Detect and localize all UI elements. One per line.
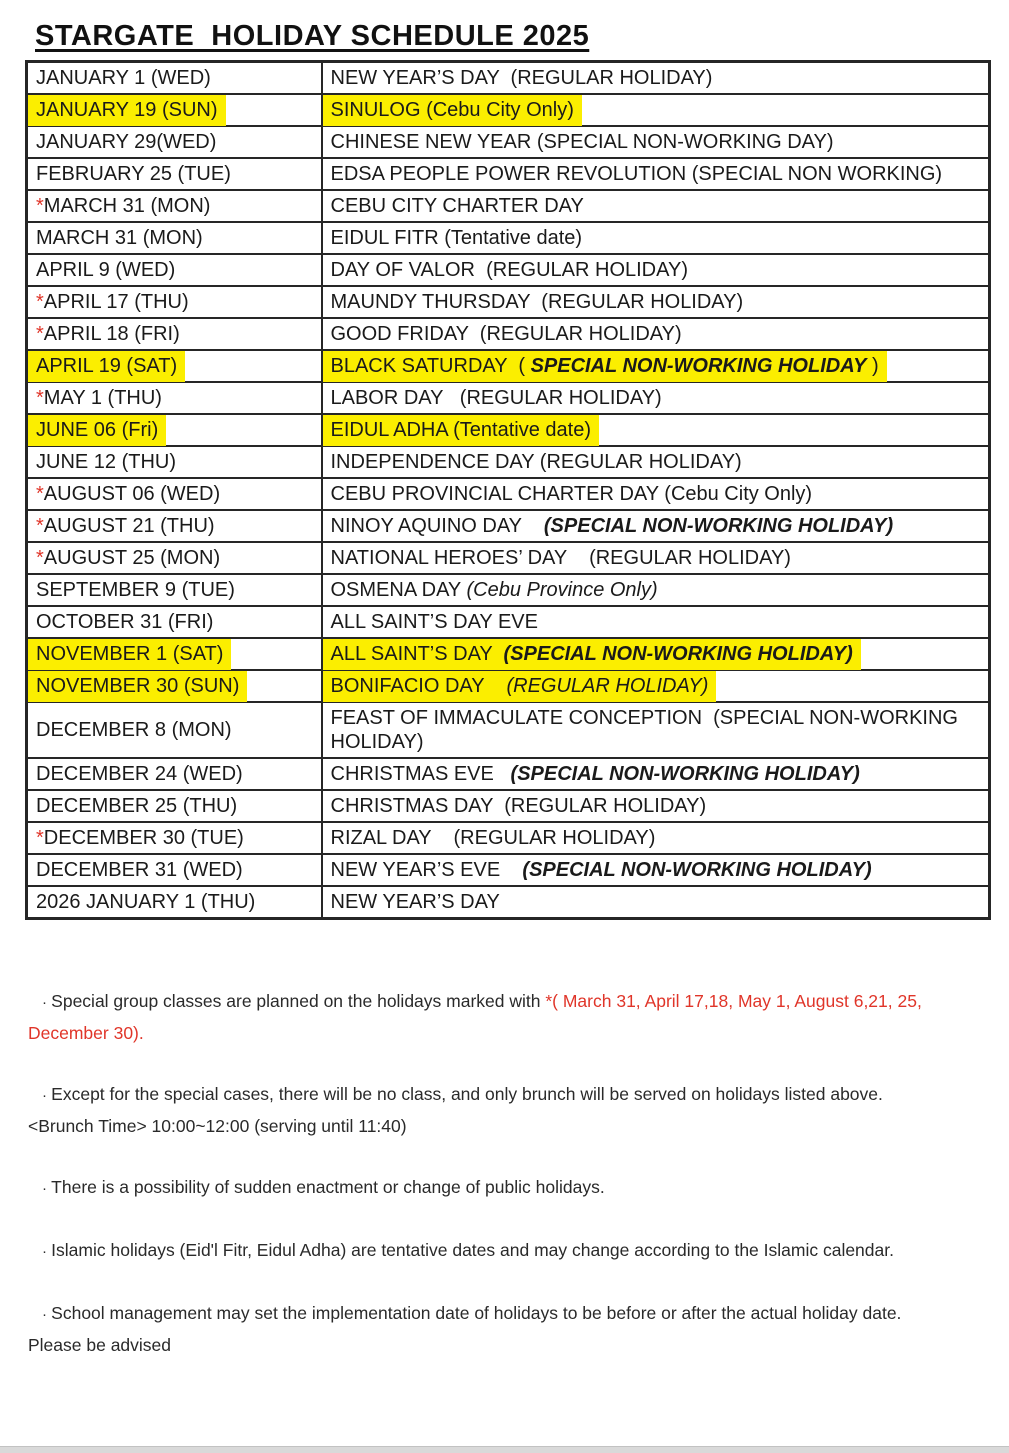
holiday-name-cell (322, 510, 990, 542)
holiday-date-text: NOVEMBER 1 (SAT) (28, 639, 231, 670)
bullet-icon: · (42, 1306, 52, 1323)
holiday-date-text: *APRIL 18 (FRI) (36, 323, 180, 345)
holiday-date-text: FEBRUARY 25 (TUE) (36, 163, 231, 185)
holiday-name-segment: EIDUL ADHA (Tentative date) (330, 419, 591, 441)
holiday-date-cell (27, 318, 322, 350)
holiday-date-cell (27, 790, 322, 822)
note-item (28, 1235, 953, 1267)
holiday-name-segment: CHRISTMAS EVE (330, 763, 511, 785)
holiday-name-text (331, 611, 539, 633)
table-row (27, 822, 990, 854)
holiday-name-cell (322, 350, 990, 382)
holiday-name-cell (322, 606, 990, 638)
holiday-name-segment: ALL SAINT’S DAY (330, 643, 504, 665)
page-title: STARGATE HOLIDAY SCHEDULE 2025 (35, 20, 590, 52)
holiday-name-segment: NEW YEAR’S EVE (330, 859, 523, 881)
table-row (27, 574, 990, 606)
bullet-icon: · (42, 1243, 52, 1260)
holiday-date-text: JANUARY 19 (SUN) (28, 95, 226, 126)
table-row (27, 286, 990, 318)
table-row (27, 542, 990, 574)
holiday-name-text (331, 131, 834, 153)
table-row (27, 638, 990, 670)
holiday-name-text (331, 891, 500, 913)
holiday-name-segment: SINULOG (Cebu City Only) (330, 99, 574, 121)
holiday-name-segment: OSMENA DAY (330, 579, 467, 601)
red-asterisk-marker: * (36, 483, 44, 505)
holiday-name-text (323, 351, 887, 382)
table-row (27, 446, 990, 478)
holiday-date-text: *DECEMBER 30 (TUE) (36, 827, 244, 849)
holiday-date-text: APRIL 9 (WED) (36, 259, 176, 281)
holiday-name-segment: INDEPENDENCE DAY (REGULAR HOLIDAY) (330, 451, 742, 473)
holiday-name-cell (322, 222, 990, 254)
holiday-name-text (331, 259, 688, 281)
holiday-date-cell (27, 190, 322, 222)
holiday-name-segment: EIDUL FITR (Tentative date) (330, 227, 583, 249)
holiday-name-text (331, 763, 860, 785)
holiday-name-segment: NINOY AQUINO DAY (330, 515, 544, 537)
holiday-name-segment: (REGULAR HOLIDAY) (506, 675, 709, 697)
holiday-name-segment: DAY OF VALOR (REGULAR HOLIDAY) (330, 259, 688, 281)
holiday-name-cell (322, 854, 990, 886)
holiday-name-text (331, 827, 656, 849)
holiday-date-cell (27, 254, 322, 286)
note-text-segment: School management may set the implementation date of holidays to be before or after the actual holiday date. Please be advised (28, 1303, 902, 1355)
holiday-name-segment: CHINESE NEW YEAR (SPECIAL NON-WORKING DAY) (330, 131, 834, 153)
holiday-name-text (331, 387, 662, 409)
holiday-name-segment: (Cebu Province Only) (466, 579, 658, 601)
holiday-date-cell (27, 886, 322, 919)
holiday-name-text (331, 227, 583, 249)
red-asterisk-marker: * (36, 515, 44, 537)
holiday-name-segment: CEBU CITY CHARTER DAY (330, 195, 584, 217)
table-row (27, 350, 990, 382)
table-row (27, 606, 990, 638)
table-row (27, 758, 990, 790)
holiday-name-cell (322, 62, 990, 95)
holiday-date-cell (27, 638, 322, 670)
holiday-date-text: JANUARY 1 (WED) (36, 67, 211, 89)
holiday-date-text: JUNE 06 (Fri) (28, 415, 166, 446)
holiday-name-segment: CEBU PROVINCIAL CHARTER DAY (Cebu City Only) (330, 483, 813, 505)
holiday-name-cell (322, 702, 990, 758)
bottom-scrollbar-track[interactable] (0, 1446, 1009, 1453)
note-text-segment: *( March 31, April 17,18, May 1, August 6,21, 25, December 30). (28, 991, 922, 1043)
holiday-date-text: *AUGUST 21 (THU) (36, 515, 215, 537)
table-row (27, 158, 990, 190)
holiday-date-cell (27, 414, 322, 446)
holiday-date-text: *MARCH 31 (MON) (36, 195, 211, 217)
holiday-name-cell (322, 638, 990, 670)
holiday-name-segment: FEAST OF IMMACULATE CONCEPTION (SPECIAL NON-WORKING HOLIDAY) (330, 707, 964, 753)
holiday-date-cell (27, 382, 322, 414)
note-item (28, 1172, 953, 1204)
table-row (27, 670, 990, 702)
holiday-name-segment: (SPECIAL NON-WORKING HOLIDAY) (522, 859, 872, 881)
holiday-name-text (331, 323, 682, 345)
red-asterisk-marker: * (36, 195, 44, 217)
holiday-date-cell (27, 478, 322, 510)
table-row (27, 478, 990, 510)
holiday-name-text (331, 67, 713, 89)
holiday-date-text: NOVEMBER 30 (SUN) (28, 671, 247, 702)
holiday-name-text (331, 707, 964, 753)
holiday-name-segment: NEW YEAR’S DAY (REGULAR HOLIDAY) (330, 67, 713, 89)
red-asterisk-marker: * (36, 291, 44, 313)
holiday-name-cell (322, 790, 990, 822)
notes-section (28, 986, 953, 1360)
holiday-date-text: OCTOBER 31 (FRI) (36, 611, 214, 633)
holiday-date-cell (27, 574, 322, 606)
note-item (28, 1079, 953, 1141)
holiday-name-text (331, 195, 584, 217)
holiday-date-text: JUNE 12 (THU) (36, 451, 177, 473)
holiday-name-text (323, 671, 717, 702)
note-item (28, 1298, 953, 1360)
table-row (27, 414, 990, 446)
note-text-segment: Special group classes are planned on the holidays marked with (51, 991, 546, 1011)
bullet-icon: · (42, 1180, 52, 1197)
holiday-name-text (323, 415, 600, 446)
table-row (27, 702, 990, 758)
holiday-name-segment: (SPECIAL NON-WORKING HOLIDAY) (510, 763, 860, 785)
holiday-date-text: DECEMBER 24 (WED) (36, 763, 243, 785)
table-row (27, 886, 990, 919)
red-asterisk-marker: * (36, 547, 44, 569)
holiday-date-cell (27, 126, 322, 158)
holiday-date-text: JANUARY 29(WED) (36, 131, 217, 153)
bullet-icon: · (42, 994, 52, 1011)
holiday-date-cell (27, 758, 322, 790)
table-row (27, 94, 990, 126)
holiday-name-cell (322, 886, 990, 919)
holiday-name-segment: EDSA PEOPLE POWER REVOLUTION (SPECIAL NON WORKING) (330, 163, 943, 185)
holiday-name-text (331, 579, 658, 601)
red-asterisk-marker: * (36, 387, 44, 409)
holiday-name-text (331, 547, 791, 569)
holiday-name-cell (322, 822, 990, 854)
table-row (27, 222, 990, 254)
holiday-date-text: *AUGUST 06 (WED) (36, 483, 221, 505)
holiday-name-text (331, 483, 813, 505)
holiday-name-segment: (SPECIAL NON-WORKING HOLIDAY) (503, 643, 853, 665)
note-text-segment: Except for the special cases, there will be no class, and only brunch will be served on holidays listed above. <Brunch Time> 10:00~12:00 (serving until 11:40) (28, 1084, 883, 1136)
holiday-date-cell (27, 286, 322, 318)
holiday-name-segment: BONIFACIO DAY (330, 675, 507, 697)
holiday-name-text (323, 95, 582, 126)
holiday-name-cell (322, 758, 990, 790)
holiday-name-cell (322, 318, 990, 350)
holiday-name-segment: NATIONAL HEROES’ DAY (REGULAR HOLIDAY) (330, 547, 791, 569)
holiday-date-text: DECEMBER 25 (THU) (36, 795, 238, 817)
holiday-date-cell (27, 606, 322, 638)
table-row (27, 854, 990, 886)
holiday-date-cell (27, 350, 322, 382)
holiday-date-cell (27, 62, 322, 95)
holiday-date-text: 2026 JANUARY 1 (THU) (36, 891, 256, 913)
holiday-schedule-table (25, 60, 991, 920)
holiday-name-text (323, 639, 861, 670)
red-asterisk-marker: * (36, 827, 44, 849)
holiday-name-segment: LABOR DAY (REGULAR HOLIDAY) (330, 387, 662, 409)
holiday-date-text: *AUGUST 25 (MON) (36, 547, 221, 569)
holiday-date-text: DECEMBER 31 (WED) (36, 859, 243, 881)
holiday-name-text (331, 451, 742, 473)
holiday-name-segment: GOOD FRIDAY (REGULAR HOLIDAY) (330, 323, 682, 345)
holiday-name-cell (322, 254, 990, 286)
holiday-name-segment: MAUNDY THURSDAY (REGULAR HOLIDAY) (330, 291, 744, 313)
holiday-date-text: MARCH 31 (MON) (36, 227, 203, 249)
holiday-name-cell (322, 126, 990, 158)
table-row (27, 510, 990, 542)
holiday-date-cell (27, 854, 322, 886)
holiday-name-cell (322, 190, 990, 222)
holiday-name-cell (322, 446, 990, 478)
holiday-date-cell (27, 702, 322, 758)
table-row (27, 382, 990, 414)
holiday-name-cell (322, 574, 990, 606)
holiday-date-cell (27, 822, 322, 854)
holiday-date-cell (27, 158, 322, 190)
holiday-date-cell (27, 94, 322, 126)
note-text-segment: Islamic holidays (Eid'l Fitr, Eidul Adha) are tentative dates and may change according to the Islamic calendar. (51, 1240, 894, 1260)
holiday-date-text: SEPTEMBER 9 (TUE) (36, 579, 235, 601)
holiday-date-text: *MAY 1 (THU) (36, 387, 162, 409)
holiday-name-cell (322, 478, 990, 510)
holiday-name-cell (322, 670, 990, 702)
holiday-name-cell (322, 158, 990, 190)
holiday-date-cell (27, 446, 322, 478)
holiday-name-cell (322, 382, 990, 414)
holiday-name-segment: NEW YEAR’S DAY (330, 891, 500, 913)
holiday-name-segment: ) (866, 355, 879, 377)
holiday-name-text (331, 859, 872, 881)
holiday-name-segment: ALL SAINT’S DAY EVE (330, 611, 538, 633)
table-row (27, 190, 990, 222)
table-row (27, 254, 990, 286)
holiday-name-segment: BLACK SATURDAY ( (330, 355, 531, 377)
bullet-icon: · (42, 1087, 52, 1104)
holiday-date-cell (27, 542, 322, 574)
holiday-date-cell (27, 510, 322, 542)
holiday-name-cell (322, 286, 990, 318)
holiday-name-text (331, 163, 943, 185)
holiday-date-cell (27, 222, 322, 254)
holiday-name-cell (322, 94, 990, 126)
holiday-name-cell (322, 414, 990, 446)
holiday-name-text (331, 515, 894, 537)
red-asterisk-marker: * (36, 323, 44, 345)
table-row (27, 62, 990, 95)
holiday-name-segment: RIZAL DAY (REGULAR HOLIDAY) (330, 827, 656, 849)
holiday-date-text: APRIL 19 (SAT) (28, 351, 185, 382)
table-row (27, 790, 990, 822)
holiday-date-text: DECEMBER 8 (MON) (36, 719, 232, 741)
holiday-name-segment: (SPECIAL NON-WORKING HOLIDAY) (543, 515, 894, 537)
table-row (27, 126, 990, 158)
note-item (28, 986, 953, 1048)
holiday-name-text (331, 291, 744, 313)
holiday-name-segment: SPECIAL NON-WORKING HOLIDAY (530, 355, 867, 377)
holiday-name-segment: CHRISTMAS DAY (REGULAR HOLIDAY) (330, 795, 707, 817)
note-text-segment: There is a possibility of sudden enactment or change of public holidays. (51, 1177, 605, 1197)
holiday-date-cell (27, 670, 322, 702)
holiday-table-body (27, 62, 990, 919)
holiday-date-text: *APRIL 17 (THU) (36, 291, 189, 313)
holiday-name-text (331, 795, 707, 817)
holiday-name-cell (322, 542, 990, 574)
table-row (27, 318, 990, 350)
